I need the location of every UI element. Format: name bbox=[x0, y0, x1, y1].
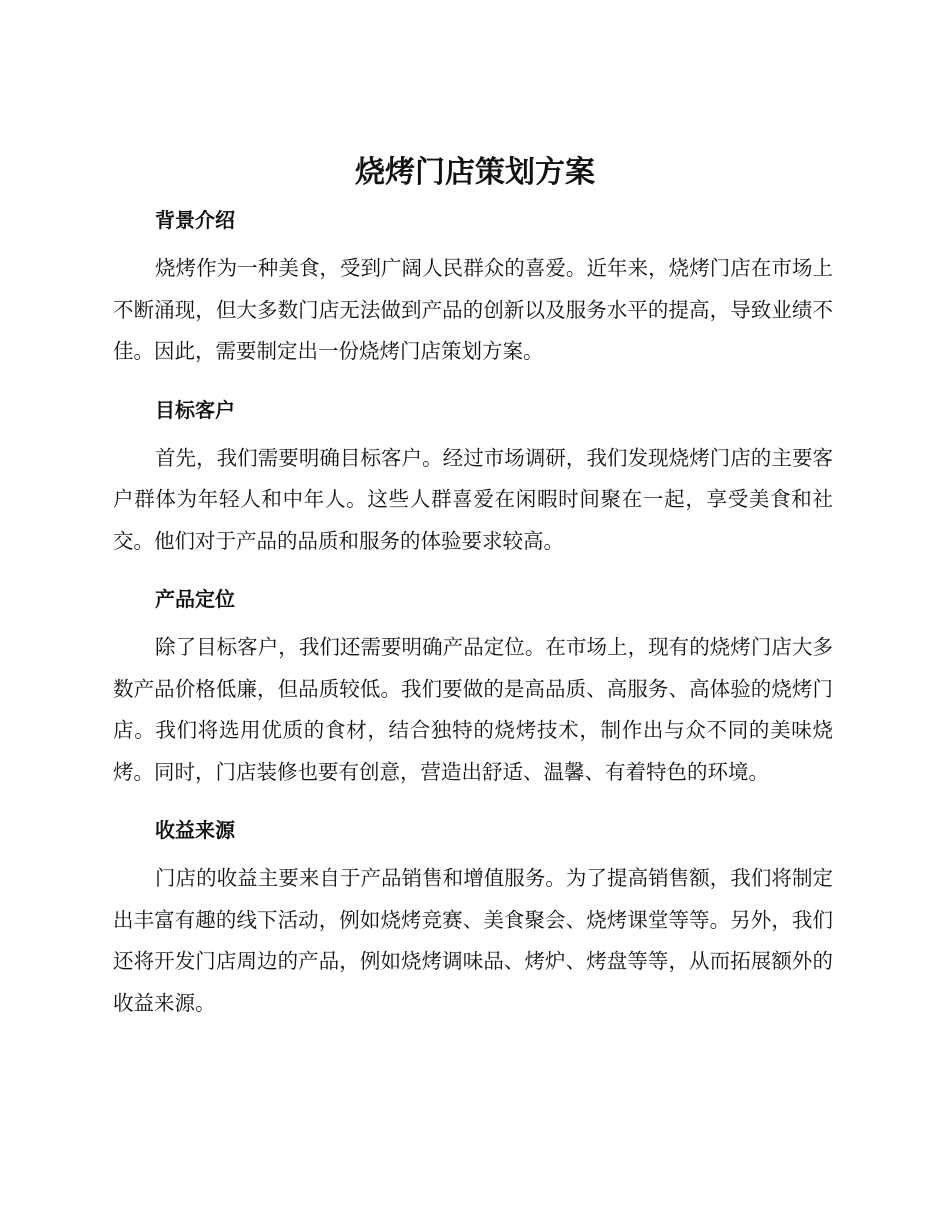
section-heading: 产品定位 bbox=[155, 587, 235, 611]
section-product-positioning bbox=[113, 579, 833, 793]
section-revenue-sources bbox=[113, 810, 833, 1024]
document-body bbox=[113, 200, 833, 1041]
section-target-customers bbox=[113, 390, 833, 563]
section-paragraph: 门店的收益主要来自于产品销售和增值服务。为了提高销售额，我们将制定出丰富有趣的线下活动，例如烧烤竞赛、美食聚会、烧烤课堂等等。另外，我们还将开发门店周边的产品，例如烧烤调味品、烤炉、烤盘等等，从而拓展额外的收益来源。 bbox=[113, 866, 833, 1015]
section-paragraph: 烧烤作为一种美食，受到广阔人民群众的喜爱。近年来，烧烤门店在市场上不断涌现，但大多数门店无法做到产品的创新以及服务水平的提高，导致业绩不佳。因此，需要制定出一份烧烤门店策划方案。 bbox=[113, 256, 833, 363]
section-heading: 目标客户 bbox=[155, 397, 235, 422]
document-title: 烧烤门店策划方案 bbox=[355, 155, 595, 190]
section-heading: 收益来源 bbox=[155, 818, 235, 842]
section-background bbox=[113, 200, 833, 373]
section-paragraph: 首先，我们需要明确目标客户。经过市场调研，我们发现烧烤门店的主要客户群体为年轻人和中年人。这些人群喜爱在闲暇时间聚在一起，享受美食和社交。他们对于产品的品质和服务的体验要求较高。 bbox=[113, 445, 833, 553]
section-paragraph: 除了目标客户，我们还需要明确产品定位。在市场上，现有的烧烤门店大多数产品价格低廉，但品质较低。我们要做的是高品质、高服务、高体验的烧烤门店。我们将选用优质的食材，结合独特的烧烤技术，制作出与众不同的美味烧烤。同时，门店装修也要有创意，营造出舒适、温馨、有着特色的环境。 bbox=[113, 635, 833, 784]
section-heading: 背景介绍 bbox=[155, 208, 235, 232]
